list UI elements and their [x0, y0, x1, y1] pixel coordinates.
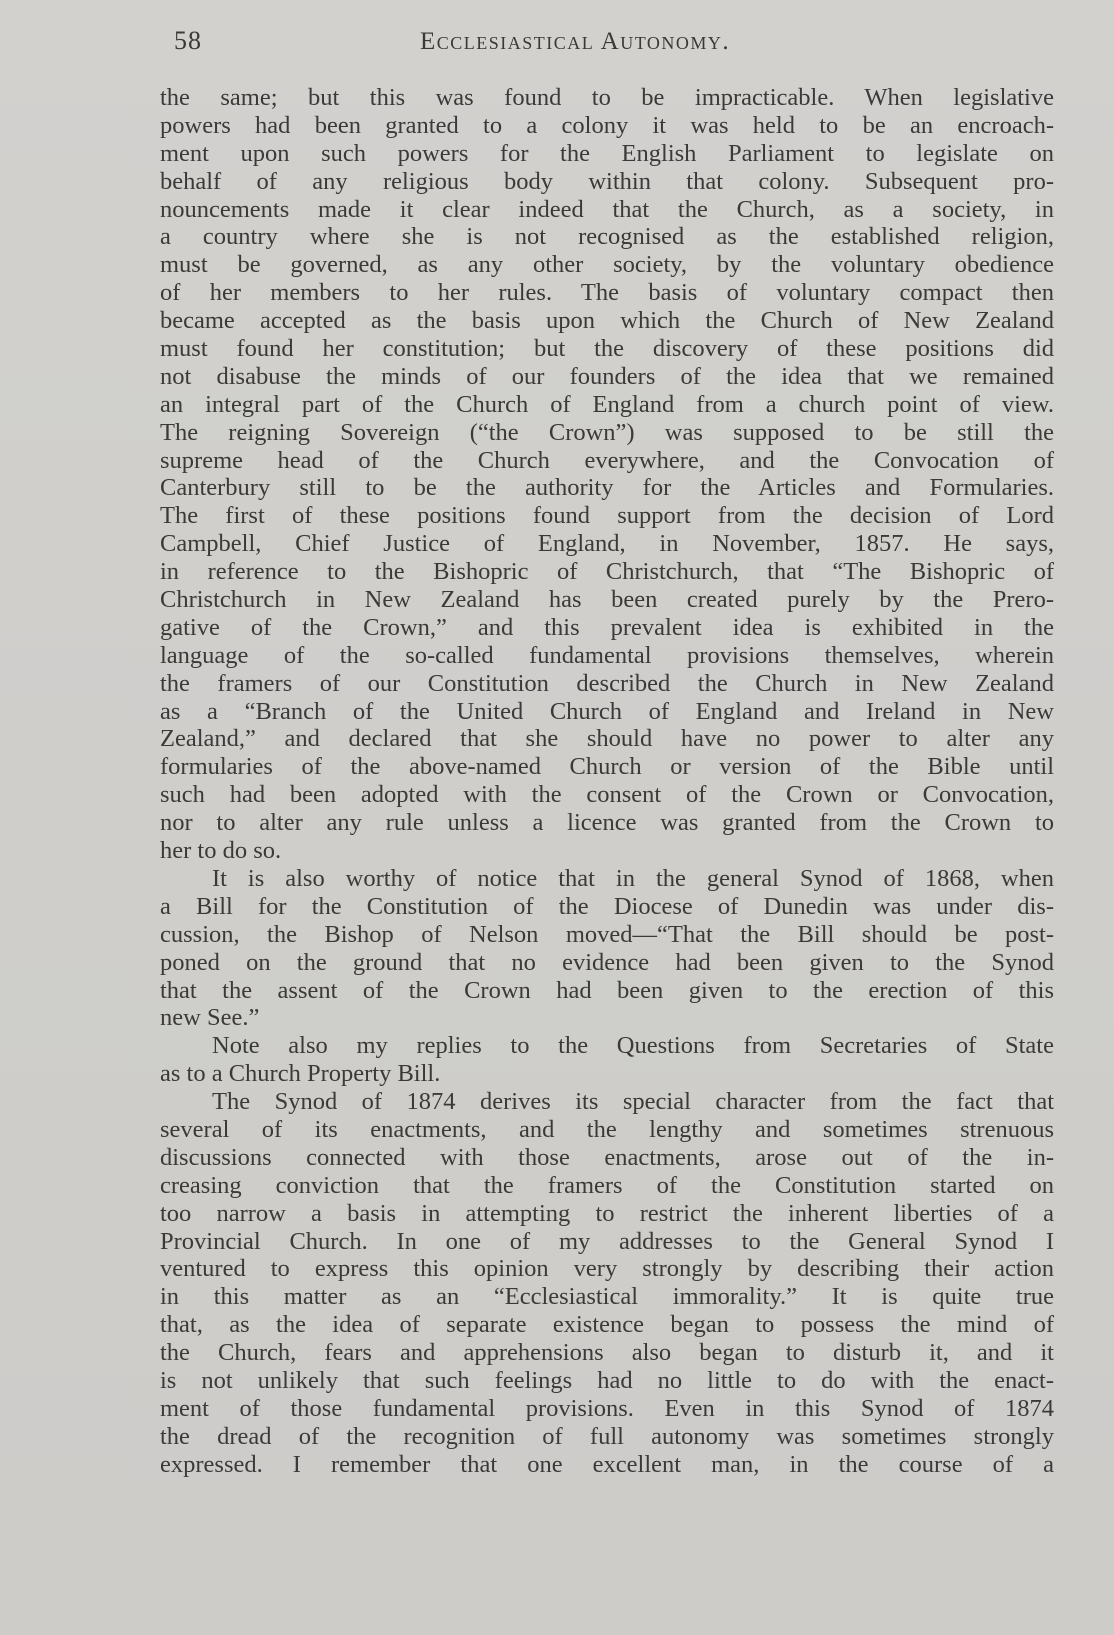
text-line: supreme head of the Church everywhere, and the Convocation of [160, 446, 1054, 474]
text-line: expressed. I remember that one excellent man, in the course of a [160, 1450, 1054, 1478]
text-line: such had been adopted with the consent of the Crown or Convocation, [160, 781, 1054, 809]
text-line: that the assent of the Crown had been given to the erection of this [160, 976, 1054, 1004]
text-line: the Church, fears and apprehensions also began to disturb it, and it [160, 1339, 1054, 1367]
text-line: not disabuse the minds of our founders of the idea that we remained [160, 362, 1054, 390]
text-line: The Synod of 1874 derives its special character from the fact that [212, 1088, 1054, 1116]
text-line: a Bill for the Constitution of the Diocese of Dunedin was under dis- [160, 892, 1054, 920]
page-number: 58 [174, 26, 202, 55]
text-line: several of its enactments, and the lengthy and sometimes strenuous [160, 1115, 1054, 1143]
text-line: gative of the Crown,” and this prevalent idea is exhibited in the [160, 613, 1054, 641]
text-line: It is also worthy of notice that in the general Synod of 1868, when [212, 864, 1054, 892]
text-line: Zealand,” and declared that she should have no power to alter any [160, 725, 1054, 753]
body-text [160, 84, 1054, 1479]
text-line: nor to alter any rule unless a licence was granted from the Crown to [160, 809, 1054, 837]
text-line: in reference to the Bishopric of Christchurch, that “The Bishopric of [160, 558, 1054, 586]
text-line: too narrow a basis in attempting to restrict the inherent liberties of a [160, 1199, 1054, 1227]
text-line: new See.” [160, 1004, 260, 1032]
text-line: powers had been granted to a colony it was held to be an encroach- [160, 111, 1054, 139]
text-line: that, as the idea of separate existence began to possess the mind of [160, 1311, 1054, 1339]
text-line: cussion, the Bishop of Nelson moved—“That the Bill should be post- [160, 920, 1054, 948]
text-line: Christchurch in New Zealand has been created purely by the Prero- [160, 586, 1054, 614]
text-line: must be governed, as any other society, by the voluntary obedience [160, 251, 1054, 279]
text-line: is not unlikely that such feelings had no little to do with the enact- [160, 1366, 1054, 1394]
text-line: language of the so-called fundamental provisions themselves, wherein [160, 641, 1054, 669]
text-line: as to a Church Property Bill. [160, 1060, 441, 1088]
text-line: the same; but this was found to be impracticable. When legislative [160, 84, 1054, 111]
text-line: as a “Branch of the United Church of England and Ireland in New [160, 697, 1054, 725]
text-line: the dread of the recognition of full autonomy was sometimes strongly [160, 1422, 1054, 1450]
running-head [160, 26, 1060, 62]
text-line: a country where she is not recognised as the established religion, [160, 223, 1054, 251]
text-line: nouncements made it clear indeed that the Church, as a society, in [160, 195, 1054, 223]
text-line: Provincial Church. In one of my addresses to the General Synod I [160, 1227, 1054, 1255]
text-line: her to do so. [160, 837, 282, 865]
text-line: an integral part of the Church of England from a church point of view. [160, 390, 1054, 418]
text-line: Campbell, Chief Justice of England, in November, 1857. He says, [160, 530, 1054, 558]
text-line: creasing conviction that the framers of the Constitution started on [160, 1171, 1054, 1199]
text-line: became accepted as the basis upon which the Church of New Zealand [160, 307, 1054, 335]
text-line: poned on the ground that no evidence had been given to the Synod [160, 948, 1054, 976]
text-line: in this matter as an “Ecclesiastical immorality.” It is quite true [160, 1283, 1054, 1311]
text-line: of her members to her rules. The basis of voluntary compact then [160, 279, 1054, 307]
text-line: the framers of our Constitution described the Church in New Zealand [160, 669, 1054, 697]
running-title: Ecclesiastical Autonomy. [420, 28, 731, 55]
text-line: behalf of any religious body within that colony. Subsequent pro- [160, 167, 1054, 195]
text-line: formularies of the above-named Church or version of the Bible until [160, 753, 1054, 781]
text-line: Note also my replies to the Questions from Secretaries of State [212, 1032, 1054, 1060]
text-line: ventured to express this opinion very strongly by describing their action [160, 1255, 1054, 1283]
text-line: must found her constitution; but the discovery of these positions did [160, 335, 1054, 363]
text-line: ment of those fundamental provisions. Even in this Synod of 1874 [160, 1394, 1054, 1422]
text-line: Canterbury still to be the authority for the Articles and Formularies. [160, 474, 1054, 502]
text-line: The reigning Sovereign (“the Crown”) was supposed to be still the [160, 418, 1054, 446]
text-line: discussions connected with those enactments, arose out of the in- [160, 1143, 1054, 1171]
text-line: ment upon such powers for the English Parliament to legislate on [160, 139, 1054, 167]
text-line: The first of these positions found support from the decision of Lord [160, 502, 1054, 530]
